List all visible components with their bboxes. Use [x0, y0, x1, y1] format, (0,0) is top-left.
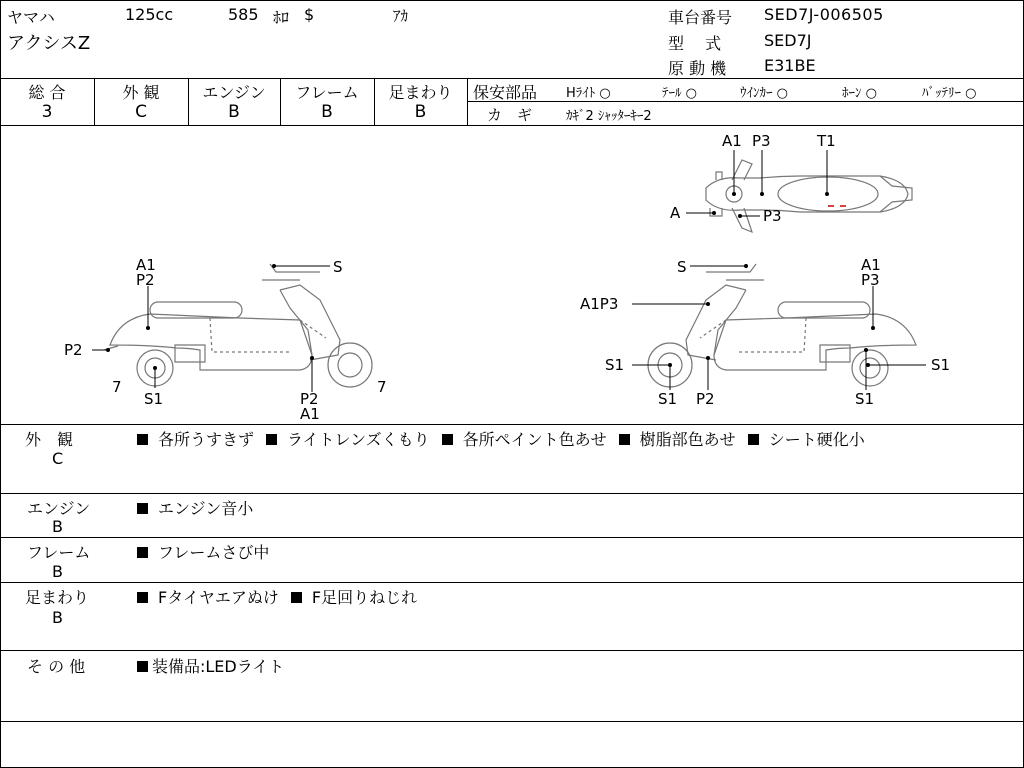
right-label-s1-bottom: S1 — [658, 390, 678, 408]
maker: ヤマハ — [7, 8, 55, 27]
divider — [0, 582, 1023, 583]
note-exterior-label: 外 観 — [25, 430, 74, 449]
left-label-s1: S1 — [144, 390, 164, 408]
safety-headlight: Hﾗｲﾄ ○ — [566, 86, 611, 101]
number: 585 — [228, 5, 259, 24]
note-other-label: そ の 他 — [27, 657, 86, 676]
engine-label: 原 動 機 — [668, 59, 727, 78]
top-label-a: A — [670, 204, 681, 222]
note-suspension-items: Fタイヤエアぬけ F足回りねじれ — [137, 585, 417, 608]
left-label-p2-front: P2 — [64, 341, 83, 359]
note-exterior-grade: C — [52, 449, 64, 468]
safety-battery: ﾊﾞｯﾃﾘｰ ○ — [922, 86, 977, 101]
right-label-p2: P2 — [696, 390, 715, 408]
grade-exterior-label: 外 観 — [122, 83, 160, 102]
grade-engine-value: B — [228, 102, 240, 122]
safety-tail: ﾃｰﾙ ○ — [662, 86, 697, 101]
note-other-items: 装備品:LEDライト — [137, 654, 284, 677]
note-engine-label: エンジン — [27, 499, 91, 518]
grade-suspension-value: B — [414, 102, 427, 122]
divider — [0, 78, 1023, 79]
key-value: ｶｷﾞ2 ｼｬｯﾀｰｷｰ2 — [566, 109, 652, 124]
left-label-7b: 7 — [377, 378, 387, 396]
right-label-s: S — [677, 258, 687, 276]
divider — [0, 424, 1023, 425]
note-frame-grade: B — [52, 562, 63, 581]
divider — [0, 537, 1023, 538]
top-label-a1: A1 — [722, 132, 742, 150]
left-label-a1: A1 — [136, 256, 156, 274]
color: ｱｶ — [393, 7, 409, 25]
note-suspension-label: 足まわり — [25, 588, 90, 607]
divider — [467, 78, 468, 125]
note-frame-items: フレームさび中 — [137, 540, 269, 563]
scooter-top-view — [706, 160, 912, 232]
safety-title: 保安部品 — [473, 83, 538, 102]
left-label-7: 7 — [112, 378, 122, 396]
left-label-a1-bottom: A1 — [300, 405, 320, 423]
grade-engine-label: エンジン — [202, 83, 266, 102]
right-label-s1-rear: S1 — [855, 390, 875, 408]
frame-value: SED7J-006505 — [764, 5, 884, 24]
divider — [0, 650, 1023, 651]
safety-horn: ﾎｰﾝ ○ — [842, 86, 877, 101]
frame-label: 車台番号 — [668, 8, 733, 27]
divider — [0, 493, 1023, 494]
note-engine-grade: B — [52, 517, 63, 536]
divider — [0, 721, 1023, 722]
damage-diagram — [0, 126, 1022, 424]
left-label-p2-bottom: P2 — [300, 390, 319, 408]
top-label-p3: P3 — [752, 132, 771, 150]
engine-value: E31BE — [764, 56, 816, 75]
top-label-t1: T1 — [817, 132, 836, 150]
right-label-s1-front: S1 — [605, 356, 625, 374]
right-label-p3: P3 — [861, 271, 880, 289]
type-label: 型 式 — [668, 34, 722, 53]
note-frame-label: フレーム — [27, 543, 91, 562]
grade-overall-label: 総 合 — [28, 83, 66, 102]
left-label-p2: P2 — [136, 271, 155, 289]
grade-suspension-label: 足まわり — [388, 83, 453, 102]
model-name: アクシスZ — [7, 33, 91, 54]
divider — [468, 101, 1023, 102]
note-suspension-grade: B — [52, 608, 63, 627]
key-label: カ ギ — [487, 106, 533, 124]
right-label-s1-right: S1 — [931, 356, 951, 374]
grade-exterior-value: C — [135, 102, 147, 122]
note-exterior-items: 各所うすきず ライトレンズくもり 各所ペイント色あせ 樹脂部色あせ シート硬化小 — [137, 427, 877, 450]
note-engine-items: エンジン音小 — [137, 496, 253, 519]
grade-frame-label: フレーム — [295, 83, 359, 102]
grade-frame-value: B — [321, 102, 333, 122]
top-label-p3b: P3 — [763, 207, 782, 225]
right-label-a1p3: A1P3 — [580, 295, 619, 313]
dollar: $ — [304, 5, 315, 24]
type-value: SED7J — [764, 31, 812, 50]
grade-overall-value: 3 — [41, 102, 53, 122]
wa: ﾎﾛ — [273, 8, 290, 27]
displacement: 125cc — [125, 5, 174, 24]
safety-winker: ｳｲﾝｶｰ ○ — [740, 86, 788, 101]
right-label-a1: A1 — [861, 256, 881, 274]
left-label-s: S — [333, 258, 343, 276]
